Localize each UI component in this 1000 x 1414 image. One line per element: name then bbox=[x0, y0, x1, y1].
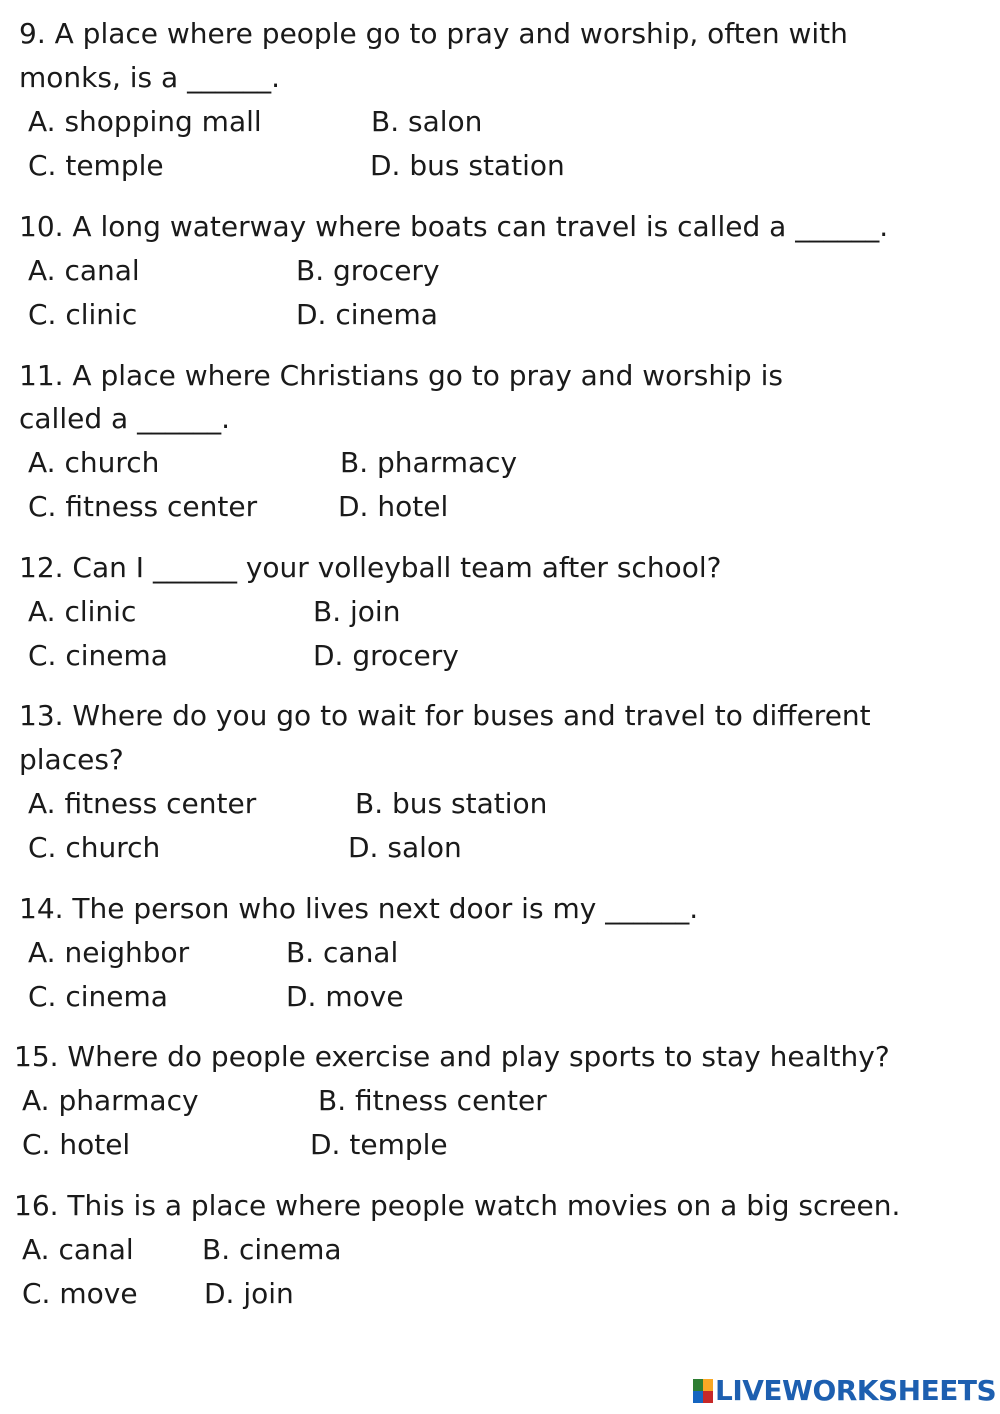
option-d[interactable]: D. hotel bbox=[338, 490, 449, 523]
option-a[interactable]: A. clinic bbox=[28, 595, 137, 628]
question-text: 15. Where do people exercise and play sports to stay healthy? bbox=[14, 1040, 890, 1073]
option-c[interactable]: C. temple bbox=[28, 149, 164, 182]
option-d[interactable]: D. temple bbox=[310, 1128, 448, 1161]
option-c[interactable]: C. clinic bbox=[28, 298, 138, 331]
option-d[interactable]: D. bus station bbox=[370, 149, 565, 182]
option-b[interactable]: B. pharmacy bbox=[340, 446, 518, 479]
option-c[interactable]: C. hotel bbox=[22, 1128, 131, 1161]
question-text: 9. A place where people go to pray and worship, often with bbox=[19, 17, 848, 50]
option-c[interactable]: C. fitness center bbox=[28, 490, 258, 523]
option-b[interactable]: B. canal bbox=[286, 936, 399, 969]
question-text: 11. A place where Christians go to pray and worship is bbox=[19, 359, 783, 392]
option-a[interactable]: A. neighbor bbox=[28, 936, 190, 969]
question-text: 10. A long waterway where boats can travel is called a ______. bbox=[19, 210, 889, 243]
option-d[interactable]: D. cinema bbox=[296, 298, 438, 331]
option-a[interactable]: A. church bbox=[28, 446, 160, 479]
question-text: places? bbox=[19, 743, 124, 776]
logo-text: LIVEWORKSHEETS bbox=[715, 1374, 997, 1407]
question-text: called a ______. bbox=[19, 402, 230, 435]
option-d[interactable]: D. grocery bbox=[313, 639, 459, 672]
option-b[interactable]: B. bus station bbox=[355, 787, 548, 820]
question-text: 16. This is a place where people watch movies on a big screen. bbox=[14, 1189, 901, 1222]
question-text: 12. Can I ______ your volleyball team after school? bbox=[19, 551, 722, 584]
option-c[interactable]: C. move bbox=[22, 1277, 138, 1310]
logo-square bbox=[703, 1379, 713, 1391]
option-b[interactable]: B. grocery bbox=[296, 254, 440, 287]
option-a[interactable]: A. canal bbox=[22, 1233, 134, 1266]
option-d[interactable]: D. salon bbox=[348, 831, 462, 864]
logo-square bbox=[693, 1379, 703, 1391]
option-b[interactable]: B. fitness center bbox=[318, 1084, 547, 1117]
option-a[interactable]: A. canal bbox=[28, 254, 140, 287]
option-c[interactable]: C. cinema bbox=[28, 980, 168, 1013]
liveworksheets-logo[interactable] bbox=[693, 1374, 996, 1408]
question-text: monks, is a ______. bbox=[19, 61, 280, 94]
option-b[interactable]: B. salon bbox=[371, 105, 483, 138]
option-d[interactable]: D. move bbox=[286, 980, 404, 1013]
option-d[interactable]: D. join bbox=[204, 1277, 294, 1310]
logo-square bbox=[693, 1391, 703, 1403]
question-text: 13. Where do you go to wait for buses and travel to different bbox=[19, 699, 871, 732]
question-text: 14. The person who lives next door is my ______. bbox=[19, 892, 699, 925]
option-c[interactable]: C. church bbox=[28, 831, 161, 864]
option-b[interactable]: B. join bbox=[313, 595, 401, 628]
logo-square bbox=[703, 1391, 713, 1403]
option-a[interactable]: A. shopping mall bbox=[28, 105, 262, 138]
option-b[interactable]: B. cinema bbox=[202, 1233, 342, 1266]
liveworksheets-logo-icon bbox=[693, 1379, 713, 1403]
option-c[interactable]: C. cinema bbox=[28, 639, 168, 672]
option-a[interactable]: A. fitness center bbox=[28, 787, 257, 820]
option-a[interactable]: A. pharmacy bbox=[22, 1084, 199, 1117]
